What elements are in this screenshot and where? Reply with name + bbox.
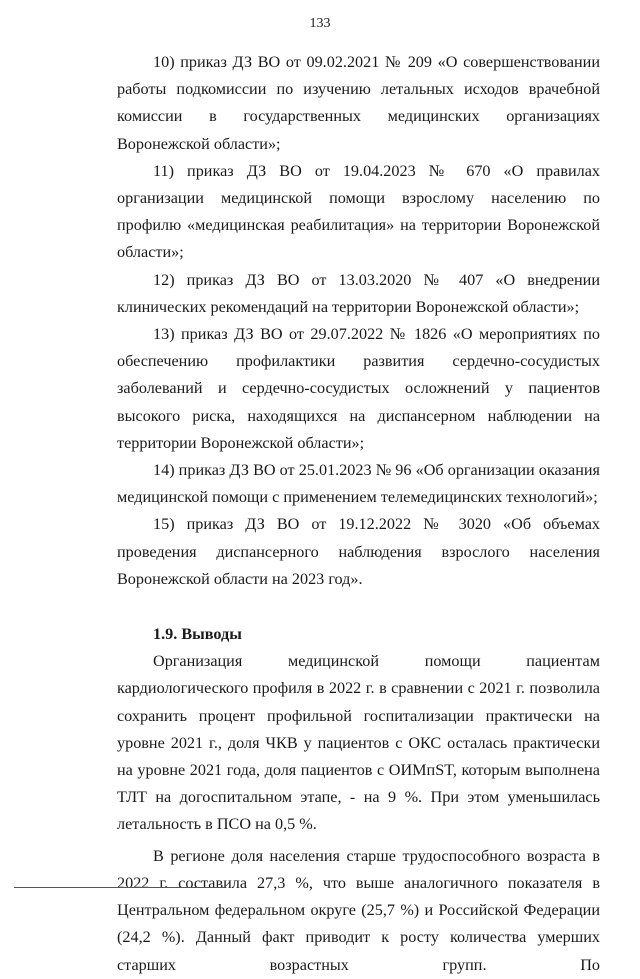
order-item-15: 15) приказ ДЗ ВО от 19.12.2022 № 3020 «Об объемах проведения диспансерного наблюдения взрослого населения Воронежской области на 2023 год».	[117, 515, 600, 588]
order-item-14: 14) приказ ДЗ ВО от 25.01.2023 № 96 «Об организации оказания медицинской помощи с применением телемедицинских технологий»;	[117, 461, 600, 507]
order-item-13: 13) приказ ДЗ ВО от 29.07.2022 № 1826 «О мероприятиях по обеспечению профилактики развития сердечно-сосудистых заболеваний и сердечно-сосудистых осложнений у пациентов высокого риска, находящихся на диспансерном наблюдении на территории Воронежской области»;	[117, 325, 600, 452]
footnote-separator	[14, 887, 224, 888]
conclusion-paragraph: В регионе доля населения старше трудоспособного возраста в 2022 г. составила 27,3 %, что выше аналогичного показателя в Центральном федеральном округе (25,7 %) и Российской Федерации (24,2 %). Данный факт приводит к росту количества умерших старших возрастных групп. По	[117, 846, 600, 974]
conclusion-paragraph: Организация медицинской помощи пациентам кардиологического профиля в 2022 г. в сравнении с 2021 г. позволила сохранить процент профильной госпитализации практически на уровне 2021 г., доля ЧКВ у пациентов с ОКС осталась практически на уровне 2021 года, доля пациентов с ОИМпST, которым выполнена ТЛТ на догоспитальном этапе, - на 9 %. При этом уменьшилась летальность в ПСО на 0,5 %.	[117, 652, 600, 834]
order-item-12: 12) приказ ДЗ ВО от 13.03.2020 № 407 «О внедрении клинических рекомендаций на территории Воронежской области»;	[117, 270, 600, 316]
section-heading: 1.9. Выводы	[153, 625, 242, 644]
page-body	[117, 49, 600, 979]
page-number: 133	[309, 16, 331, 31]
order-item-11: 11) приказ ДЗ ВО от 19.04.2023 № 670 «О правилах организации медицинской помощи взрослому населению по профилю «медицинская реабилитация» на территории Воронежской области»;	[117, 161, 600, 262]
order-item-10: 10) приказ ДЗ ВО от 09.02.2021 № 209 «О совершенствовании работы подкомиссии по изучению летальных исходов врачебной комиссии в государственных медицинских организациях Воронежской области»;	[117, 53, 600, 153]
